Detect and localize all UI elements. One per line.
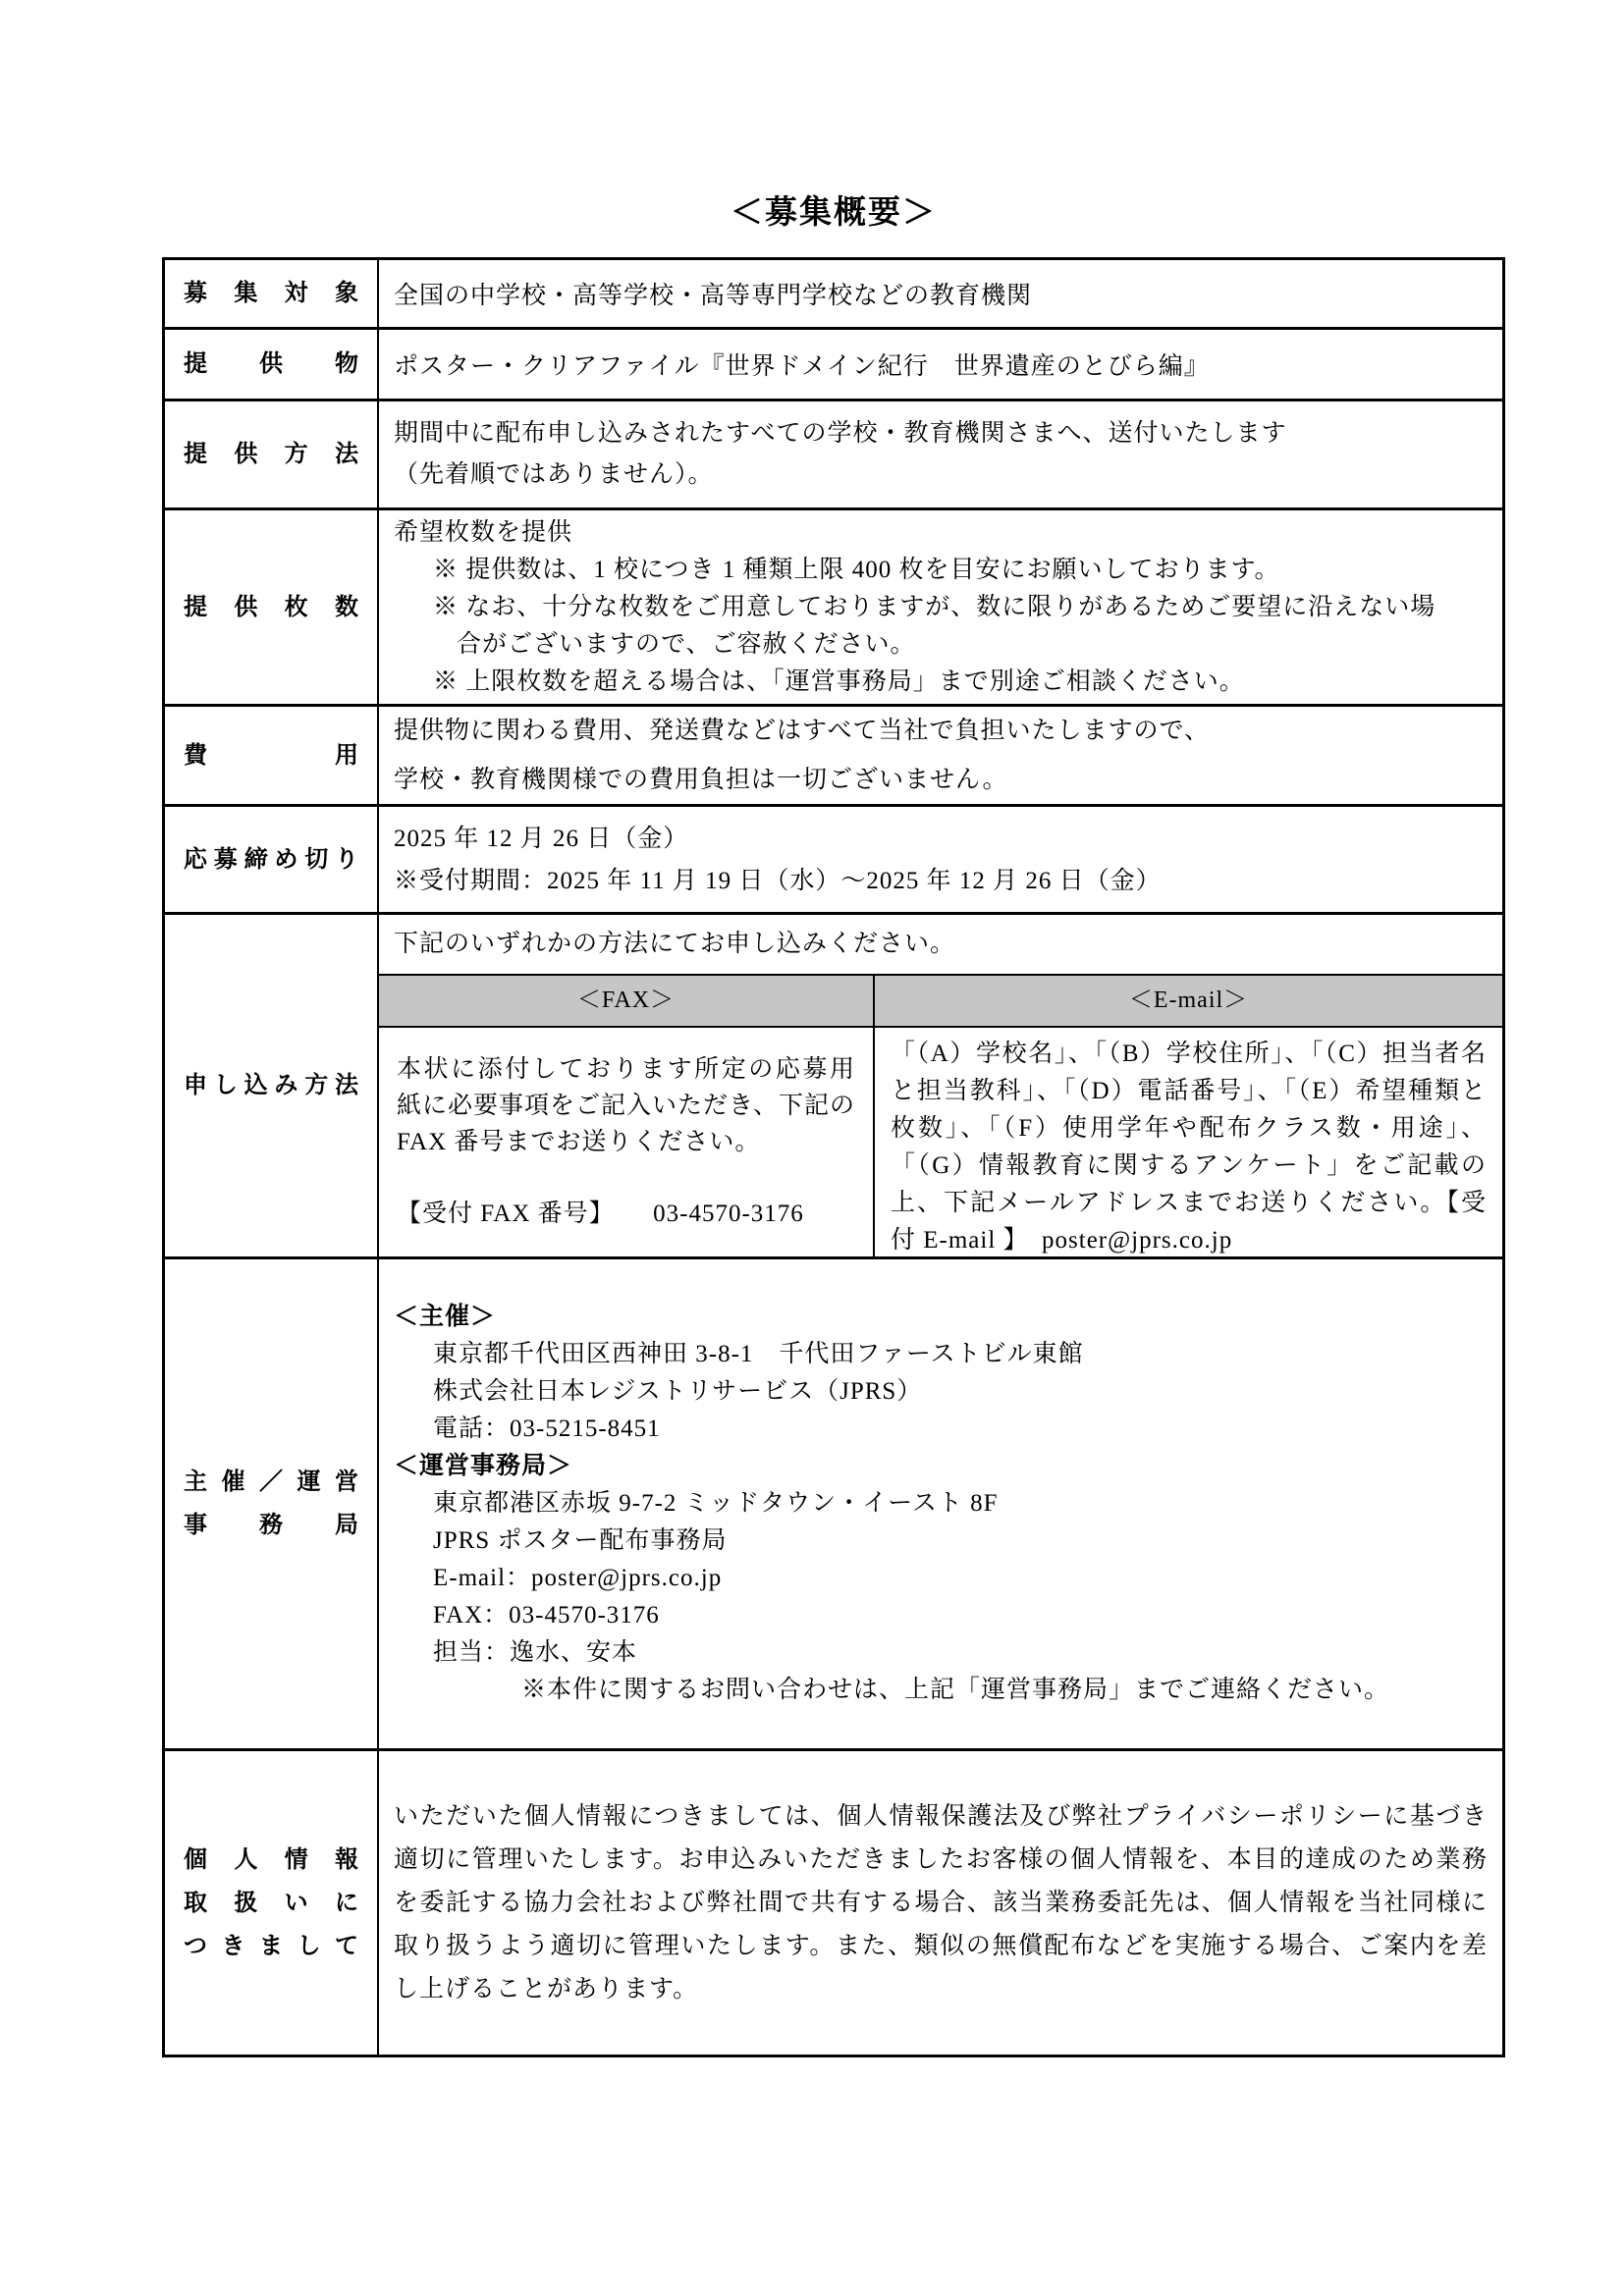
cost-line: 学校・教育機関様での費用負担は一切ございません。	[394, 766, 1008, 793]
row-label-privacy: 個 人 情 報 取 扱 い に つ き ま し て	[165, 1751, 379, 2055]
table-row-quantity	[165, 510, 1502, 707]
row-label-item: 提 供 物	[165, 330, 379, 399]
row-value-quantity	[379, 510, 1502, 704]
organizer-heading: ＜主催＞	[394, 1304, 497, 1330]
table-row-organizer	[165, 1259, 1502, 1751]
page-title: ＜募集概要＞	[731, 195, 937, 231]
item-text: ポスター・クリアファイル『世界ドメイン紀行 世界遺産のとびら編』	[394, 353, 1210, 380]
quantity-note: ※ なお、十分な枚数をご用意しておりますが、数に限りがあるためご要望に沿えない場	[433, 593, 1436, 620]
quantity-note: ※ 上限枚数を超える場合は、「運営事務局」まで別途ご相談ください。	[433, 667, 1245, 695]
table-row-method	[165, 401, 1502, 510]
row-label-apply: 申 し 込 み 方 法	[165, 915, 379, 1256]
row-label-quantity: 提 供 枚 数	[165, 510, 379, 704]
privacy-text: いただいた個人情報につきましては、個人情報保護法及び弊社プライバシーポリシーに基づき適切に管理いたします。お申込みいただきましたお客様の個人情報を、本目的達成のため業務を委託する協力会社および弊社間で共有する場合、該当業務委託先は、個人情報を当社同様に取り扱うよう適切に管理いたします。また、類似の無償配布などを実施する場合、ご案内を差し上げることがあります。	[394, 1802, 1488, 2002]
office-email: E-mail：poster@jprs.co.jp	[433, 1565, 723, 1591]
row-value-privacy	[379, 1751, 1502, 2055]
organizer-address: 東京都千代田区西神田 3-8-1 千代田ファーストビル東館	[433, 1341, 1084, 1367]
table-row-target	[165, 260, 1502, 330]
email-instructions-text: 「（A）学校名」、「（B）学校住所」、「（C）担当者名と担当教科」、「（D）電話番号」、「（E）希望種類と枚数」、「（F）使用学年や配布クラス数・用途」、「（G）情報教育に関するアンケート」をご記載の上、下記メールアドレスまでお送りください。【受付 E-mail 】 poster@jprs.co.jp	[891, 1041, 1487, 1254]
office-contact-person: 担当：逸水、安本	[433, 1639, 638, 1666]
method-line: 期間中に配布申し込みされたすべての学校・教育機関さまへ、送付いたします	[394, 420, 1287, 447]
office-heading: ＜運営事務局＞	[394, 1453, 573, 1479]
office-fax: FAX：03-4570-3176	[433, 1602, 660, 1629]
cost-line: 提供物に関わる費用、発送費などはすべて当社で負担いたしますので、	[394, 717, 1211, 744]
email-instructions	[875, 1028, 1502, 1256]
email-column-header: ＜E-mail＞	[1128, 988, 1249, 1013]
office-address: 東京都港区赤坂 9-7-2 ミッドタウン・イースト 8F	[433, 1490, 999, 1517]
deadline-period: ※受付期間：2025 年 11 月 19 日（水）～2025 年 12 月 26 日（金）	[394, 867, 1162, 894]
row-value-item	[379, 330, 1502, 399]
table-row-deadline	[165, 807, 1502, 915]
overview-table	[162, 257, 1505, 2057]
fax-instructions	[379, 1028, 875, 1256]
quantity-note-wrap: 合がございますので、ご容赦ください。	[457, 630, 916, 658]
organizer-company: 株式会社日本レジストリサービス（JPRS）	[433, 1378, 923, 1405]
row-label-cost: 費 用	[165, 707, 379, 804]
fax-column-header: ＜FAX＞	[379, 976, 875, 1026]
table-row-item	[165, 330, 1502, 401]
row-label-organizer: 主 催 ／ 運 営 事 務 局	[165, 1259, 379, 1748]
quantity-line: 希望枚数を提供	[394, 518, 573, 546]
row-value-method	[379, 401, 1502, 507]
row-value-cost	[379, 707, 1502, 804]
office-name: JPRS ポスター配布事務局	[433, 1527, 728, 1554]
row-label-target: 募 集 対 象	[165, 260, 379, 327]
row-value-organizer	[379, 1259, 1502, 1748]
fax-instructions-text: 本状に添付しております所定の応募用紙に必要事項をご記入いただき、下記の FAX 番号までお送りください。	[397, 1056, 856, 1155]
table-row-apply	[165, 915, 1502, 1259]
row-label-method: 提 供 方 法	[165, 401, 379, 507]
method-line: （先着順ではありません）。	[394, 461, 714, 488]
apply-intro: 下記のいずれかの方法にてお申し込みください。	[394, 931, 956, 957]
quantity-note: ※ 提供数は、1 校につき 1 種類上限 400 枚を目安にお願いしております。	[433, 556, 1280, 583]
apply-method-header	[379, 974, 1502, 1028]
office-contact-note: ※本件に関するお問い合わせは、上記「運営事務局」までご連絡ください。	[521, 1677, 1390, 1703]
apply-method-body	[379, 1028, 1502, 1256]
organizer-phone: 電話：03-5215-8451	[433, 1415, 661, 1442]
target-text: 全国の中学校・高等学校・高等専門学校などの教育機関	[394, 283, 1033, 309]
row-value-apply	[379, 915, 1502, 1256]
deadline-date: 2025 年 12 月 26 日（金）	[394, 825, 689, 852]
fax-number: 【受付 FAX 番号】 03-4570-3176	[397, 1201, 804, 1227]
table-row-cost	[165, 707, 1502, 807]
row-value-target	[379, 260, 1502, 327]
row-label-deadline: 応 募 締 め 切 り	[165, 807, 379, 912]
row-value-deadline	[379, 807, 1502, 912]
table-row-privacy	[165, 1751, 1502, 2055]
